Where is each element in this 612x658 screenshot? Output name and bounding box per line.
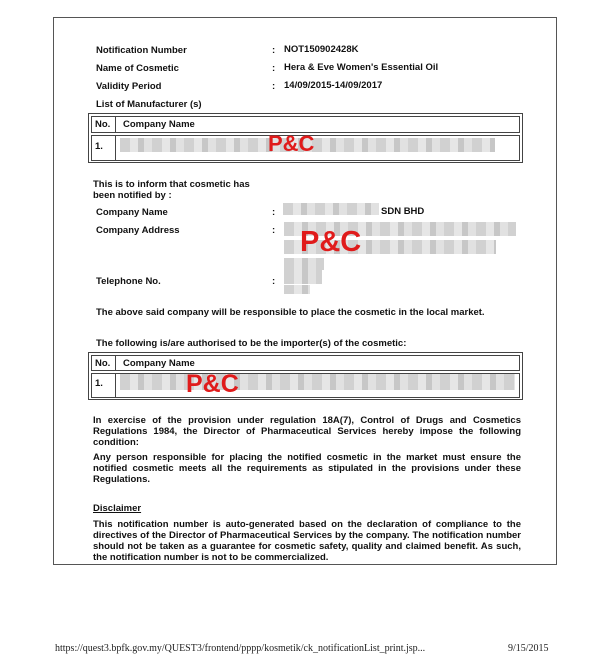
watermark-pc: P&C bbox=[186, 370, 239, 398]
company-address-label: Company Address bbox=[96, 225, 180, 236]
importer-heading: The following is/are authorised to be the importer(s) of the cosmetic: bbox=[96, 338, 407, 349]
column-header-company-name: Company Name bbox=[123, 358, 195, 369]
redacted-address-line bbox=[284, 258, 324, 270]
notification-number-value: NOT150902428K bbox=[284, 44, 359, 55]
column-header-company-name: Company Name bbox=[123, 119, 195, 130]
column-header-no: No. bbox=[92, 117, 116, 132]
redacted-telephone bbox=[284, 270, 322, 284]
watermark-pc: P&C bbox=[268, 131, 315, 156]
redacted-telephone bbox=[284, 285, 310, 294]
colon: : bbox=[272, 225, 276, 236]
table-header-row bbox=[91, 355, 520, 371]
row-number: 1. bbox=[92, 374, 116, 397]
cosmetic-name-label: Name of Cosmetic bbox=[96, 63, 179, 74]
company-name-suffix: SDN BHD bbox=[381, 206, 425, 217]
responsibility-statement: The above said company will be responsible to place the cosmetic in the local market. bbox=[96, 307, 485, 318]
redacted-importer-name bbox=[120, 374, 515, 390]
colon: : bbox=[272, 276, 276, 287]
column-header-no: No. bbox=[92, 356, 116, 370]
watermark-pc: P&C bbox=[300, 226, 362, 258]
print-footer-date: 9/15/2015 bbox=[508, 643, 549, 654]
condition-paragraph: Any person responsible for placing the notified cosmetic in the market must ensure the notified cosmetic meets all the requirements as stipulated in the provisions under these Regulations. bbox=[93, 452, 521, 485]
cosmetic-name-value: Hera & Eve Women's Essential Oil bbox=[284, 62, 439, 73]
regulation-paragraph: In exercise of the provision under regulation 18A(7), Control of Drugs and Cosmetics Regulations 1984, the Director of Pharmaceutical Services hereby impose the following condition: bbox=[93, 415, 521, 448]
notification-number-label: Notification Number bbox=[96, 45, 187, 56]
disclaimer-paragraph: This notification number is auto-generated based on the declaration of compliance to the directives of the Director of Pharmaceutical Services by the company. The notification number should not be taken as a guarantee for cosmetic safety, quality and claimed benefit. As such, the notification number is not to be commercialized. bbox=[93, 519, 521, 563]
telephone-label: Telephone No. bbox=[96, 276, 161, 287]
row-number: 1. bbox=[92, 136, 116, 160]
colon: : bbox=[272, 45, 276, 56]
validity-period-value: 14/09/2015-14/09/2017 bbox=[284, 80, 383, 91]
validity-period-label: Validity Period bbox=[96, 81, 162, 92]
disclaimer-heading: Disclaimer bbox=[93, 503, 142, 514]
company-name-label: Company Name bbox=[96, 207, 168, 218]
print-footer-url: https://quest3.bpfk.gov.my/QUEST3/frontend/pppp/kosmetik/ck_notificationList_print.jsp... bbox=[55, 643, 426, 654]
manufacturer-list-heading: List of Manufacturer (s) bbox=[96, 99, 202, 110]
colon: : bbox=[272, 63, 276, 74]
redacted-company-name bbox=[283, 203, 379, 215]
notifier-intro: This is to inform that cosmetic has been notified by : bbox=[93, 179, 250, 201]
colon: : bbox=[272, 81, 276, 92]
colon: : bbox=[272, 207, 276, 218]
